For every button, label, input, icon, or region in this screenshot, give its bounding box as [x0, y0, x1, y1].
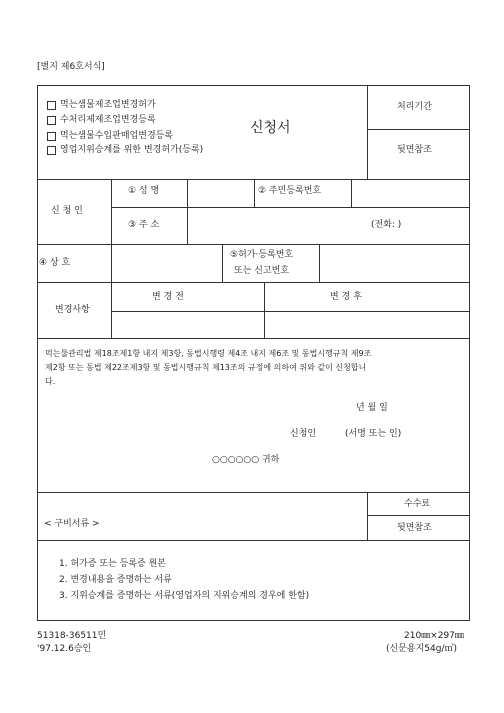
- option-label: 영업지위승계를 위한 변경허가(등록): [60, 145, 204, 155]
- name-label: ① 성 명: [128, 186, 160, 196]
- address-label: ③ 주 소: [128, 220, 160, 230]
- license-no-field[interactable]: [321, 246, 467, 280]
- divider: [37, 492, 470, 493]
- divider: [264, 282, 265, 338]
- license-no-label: 또는 신고번호: [234, 266, 290, 276]
- before-field[interactable]: [113, 313, 262, 336]
- paper-size: 210㎜×297㎜: [404, 631, 464, 641]
- divider: [367, 85, 368, 179]
- applicant-section-label: 신 청 인: [51, 206, 83, 216]
- documents-section-label: < 구비서류 >: [44, 519, 100, 529]
- divider: [111, 207, 469, 208]
- checkbox-option-4[interactable]: [47, 146, 56, 155]
- divider: [254, 179, 255, 207]
- addressee: ○○○○○○ 귀하: [212, 455, 280, 465]
- trade-name-label: ④ 상 호: [39, 258, 71, 268]
- see-back-label: 뒷면참조: [397, 145, 432, 155]
- approval-date: '97.12.6승인: [37, 644, 92, 654]
- fee-value: 뒷면참조: [397, 523, 432, 533]
- divider: [37, 282, 470, 283]
- document-item: 1. 허가증 또는 등록증 원본: [59, 559, 166, 569]
- divider: [111, 282, 112, 338]
- address-field[interactable]: [189, 209, 364, 242]
- divider: [111, 179, 112, 244]
- applicant-sign-label: 신청인: [290, 429, 317, 439]
- trade-name-field[interactable]: [113, 246, 220, 280]
- divider: [111, 311, 469, 312]
- form-title: 신청서: [250, 120, 291, 136]
- resident-no-label: ② 주민등록번호: [258, 186, 322, 196]
- checkbox-option-2[interactable]: [47, 116, 56, 125]
- resident-no-field[interactable]: [353, 181, 467, 205]
- paper-type: (신문용지54g/㎡): [386, 644, 457, 654]
- form-code: 51318-36511민: [37, 631, 107, 641]
- document-item: 2. 변경내용을 증명하는 서류: [59, 575, 172, 585]
- declaration-text: 먹는물관리법 제18조제1항 내지 제3항, 동법시행령 제4조 내지 제6조 및 동법시행규칙 제9조: [45, 349, 372, 358]
- divider: [37, 338, 470, 339]
- before-label: 변 경 전: [152, 292, 184, 302]
- declaration-text: 제2항 또는 동법 제22조제3항 및 동법시행규칙 제13조의 규정에 의하여 위와 같이 신청합니: [45, 363, 367, 372]
- option-label: 먹는샘물수입판매업변경등록: [60, 131, 174, 141]
- divider: [367, 129, 469, 130]
- divider: [367, 515, 469, 516]
- processing-period-label: 처리기간: [397, 102, 432, 112]
- sign-label: (서명 또는 인): [345, 429, 402, 439]
- declaration-text: 다.: [45, 377, 56, 386]
- divider: [37, 540, 470, 541]
- checkbox-option-3[interactable]: [47, 132, 56, 141]
- after-label: 변 경 후: [330, 292, 362, 302]
- name-field[interactable]: [189, 181, 252, 205]
- option-label: 수처리제제조업변경등록: [60, 115, 156, 125]
- divider: [351, 179, 352, 207]
- checkbox-option-1[interactable]: [47, 101, 56, 110]
- after-field[interactable]: [266, 313, 467, 336]
- divider: [367, 492, 368, 540]
- changes-section-label: 변경사항: [55, 305, 90, 315]
- divider: [319, 244, 320, 282]
- license-no-label: ⑤허가·등록번호: [230, 250, 294, 260]
- divider: [222, 244, 223, 282]
- fee-label: 수수료: [404, 499, 431, 509]
- document-item: 3. 지위승계를 증명하는 서류(영업자의 지위승계의 경우에 한함): [59, 591, 310, 601]
- phone-label: (전화: ): [371, 220, 402, 230]
- date-label: 년 월 일: [356, 403, 388, 413]
- divider: [111, 244, 112, 282]
- divider: [187, 179, 188, 244]
- divider: [37, 244, 470, 245]
- form-label: [별지 제6호서식]: [37, 62, 105, 72]
- option-label: 먹는샘물제조업변경허가: [60, 100, 156, 110]
